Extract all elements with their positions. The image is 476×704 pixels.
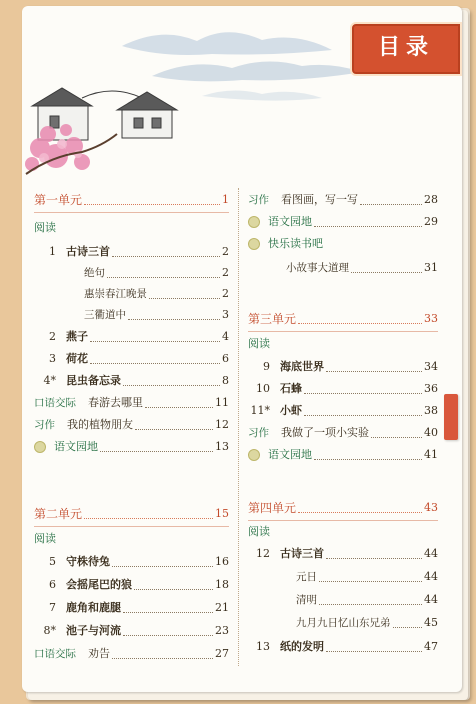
item-label: 石蜂	[280, 382, 302, 395]
item-label: 元日	[296, 571, 317, 583]
lesson-number: 1	[49, 245, 56, 258]
item-label: 小故事大道理	[286, 262, 349, 274]
page-number: 33	[424, 312, 438, 325]
item-label: 我做了一项小实验	[281, 426, 369, 439]
toc-subitem[interactable]	[34, 264, 229, 282]
page-number: 29	[424, 215, 438, 228]
toc-item[interactable]	[248, 358, 438, 376]
section-reading: 阅读	[34, 532, 56, 545]
toc-item[interactable]	[34, 553, 229, 571]
lesson-number: 6	[49, 578, 56, 591]
page-number: 3	[222, 308, 229, 321]
item-label: 九月九日忆山东兄弟	[296, 617, 391, 629]
toc-item[interactable]	[248, 213, 438, 231]
page-number: 34	[424, 360, 438, 373]
item-kind: 口语交际	[34, 397, 76, 409]
toc-item[interactable]	[248, 638, 438, 656]
page-number: 11	[215, 396, 229, 409]
unit-label: 第四单元	[248, 501, 297, 515]
item-label: 古诗三首	[66, 245, 110, 258]
item-label: 语文园地	[268, 215, 312, 228]
toc-unit-4[interactable]	[248, 499, 438, 517]
page-number: 15	[215, 507, 229, 520]
item-label: 昆虫备忘录	[66, 374, 121, 387]
item-kind: 习作	[248, 194, 269, 206]
toc-item[interactable]	[34, 328, 229, 346]
toc-item[interactable]	[34, 622, 229, 640]
item-label: 小虾	[280, 404, 302, 417]
toc-item[interactable]	[34, 599, 229, 617]
section-reading: 阅读	[248, 337, 270, 350]
toc-item[interactable]	[248, 380, 438, 398]
item-label: 我的植物朋友	[67, 418, 133, 431]
lesson-number: 9	[263, 360, 270, 373]
unit-label: 第二单元	[34, 507, 83, 521]
item-kind: 习作	[34, 419, 55, 431]
lesson-number: 11*	[250, 404, 270, 417]
item-label: 快乐读书吧	[268, 237, 323, 250]
page-number: 44	[424, 570, 438, 583]
toc-item[interactable]	[34, 576, 229, 594]
section-reading: 阅读	[248, 525, 270, 538]
circle-icon	[248, 238, 260, 250]
lesson-number: 10	[256, 382, 270, 395]
item-label: 三衢道中	[84, 309, 126, 321]
section-reading: 阅读	[34, 221, 56, 234]
page-number: 31	[424, 261, 438, 274]
item-label: 燕子	[66, 330, 88, 343]
toc-item[interactable]	[248, 235, 438, 253]
page-number: 1	[222, 193, 229, 206]
item-label: 鹿角和鹿腿	[66, 601, 121, 614]
page-number: 38	[424, 404, 438, 417]
toc-unit-1[interactable]	[34, 191, 229, 209]
toc-item[interactable]	[34, 243, 229, 261]
item-label: 语文园地	[54, 440, 98, 453]
page-number: 47	[424, 640, 438, 653]
page-number: 44	[424, 593, 438, 606]
page-number: 6	[222, 352, 229, 365]
item-label: 守株待兔	[66, 555, 110, 568]
item-label: 会摇尾巴的狼	[66, 578, 132, 591]
page-number: 2	[222, 245, 229, 258]
toc-item[interactable]	[34, 394, 229, 412]
toc-item[interactable]	[248, 446, 438, 464]
item-kind: 习作	[248, 427, 269, 439]
toc-item[interactable]	[34, 438, 229, 456]
page-number: 40	[424, 426, 438, 439]
page-number: 13	[215, 440, 229, 453]
page-number: 44	[424, 547, 438, 560]
circle-icon	[34, 441, 46, 453]
item-kind: 口语交际	[34, 648, 76, 660]
page-number: 45	[424, 616, 438, 629]
circle-icon	[248, 216, 260, 228]
toc-title: 目录	[377, 35, 434, 60]
toc-subitem[interactable]	[248, 568, 438, 586]
lesson-number: 3	[49, 352, 56, 365]
toc-item[interactable]	[34, 372, 229, 390]
page-number: 23	[215, 624, 229, 637]
toc-item[interactable]	[248, 402, 438, 420]
item-label: 纸的发明	[280, 640, 324, 653]
page-number: 2	[222, 266, 229, 279]
item-label: 劝告	[88, 647, 110, 660]
item-label: 古诗三首	[280, 547, 324, 560]
page-number: 27	[215, 647, 229, 660]
item-label: 清明	[296, 594, 317, 606]
lesson-number: 13	[256, 640, 270, 653]
page-number: 41	[424, 448, 438, 461]
item-label: 惠崇春江晚景	[84, 288, 147, 300]
item-label: 语文园地	[268, 448, 312, 461]
toc-unit-3[interactable]	[248, 310, 438, 328]
page-number: 43	[424, 501, 438, 514]
title-ribbon	[350, 22, 462, 76]
unit-label: 第一单元	[34, 193, 83, 207]
page-number: 16	[215, 555, 229, 568]
lesson-number: 8*	[43, 624, 56, 637]
circle-icon	[248, 449, 260, 461]
page-number: 12	[215, 418, 229, 431]
toc-item[interactable]	[248, 191, 438, 209]
page-number: 8	[222, 374, 229, 387]
toc-item[interactable]	[34, 645, 229, 663]
item-label: 春游去哪里	[88, 396, 143, 409]
toc-item[interactable]	[34, 416, 229, 434]
toc-subitem[interactable]	[248, 591, 438, 609]
toc-item[interactable]	[34, 350, 229, 368]
item-label: 绝句	[84, 267, 105, 279]
page-number: 4	[222, 330, 229, 343]
toc-subitem[interactable]	[34, 306, 229, 324]
toc-subitem[interactable]	[34, 285, 229, 303]
page-number: 28	[424, 193, 438, 206]
toc-item[interactable]	[248, 424, 438, 442]
lesson-number: 12	[256, 547, 270, 560]
lesson-number: 7	[49, 601, 56, 614]
bookmark-tab	[444, 394, 458, 440]
unit-label: 第三单元	[248, 312, 297, 326]
item-label: 看图画，写一写	[281, 193, 358, 206]
item-label: 池子与河流	[66, 624, 121, 637]
column-divider	[238, 188, 240, 666]
page-number: 2	[222, 287, 229, 300]
page-number: 21	[215, 601, 229, 614]
lesson-number: 5	[49, 555, 56, 568]
toc-subitem[interactable]	[248, 614, 438, 632]
toc-item[interactable]	[248, 545, 438, 563]
lesson-number: 2	[49, 330, 56, 343]
toc-subitem[interactable]	[248, 259, 438, 277]
lesson-number: 4*	[43, 374, 56, 387]
toc-unit-2[interactable]	[34, 505, 229, 523]
item-label: 海底世界	[280, 360, 324, 373]
item-label: 荷花	[66, 352, 88, 365]
page-number: 18	[215, 578, 229, 591]
page-number: 36	[424, 382, 438, 395]
